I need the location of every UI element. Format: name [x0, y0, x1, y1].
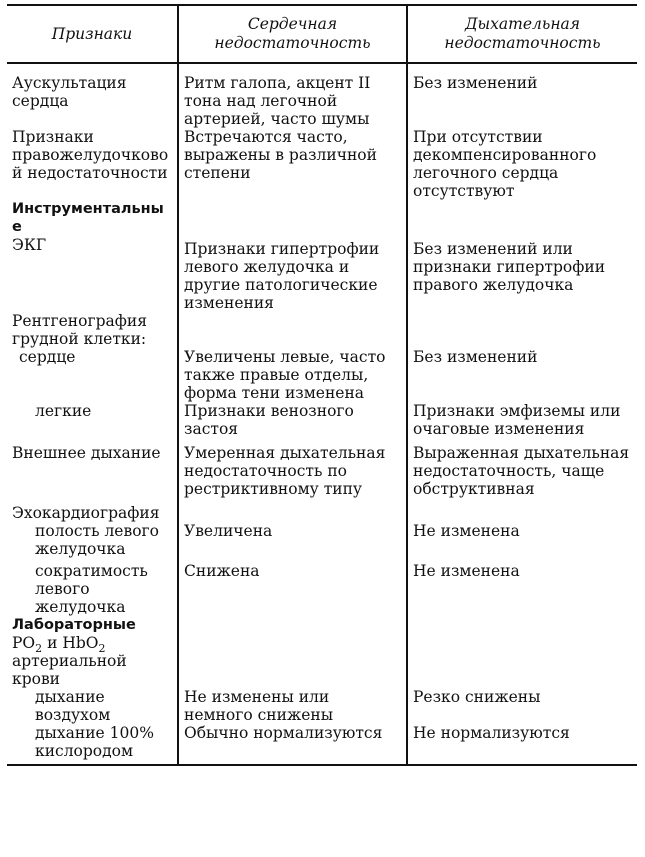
sign-blood-gases	[7, 634, 178, 688]
resp-air-breathing: Резко снижены	[407, 688, 637, 724]
heart-air-breathing: Не изменены или немного снижены	[178, 688, 407, 724]
heart-echo-contractility: Снижена	[178, 558, 407, 616]
table-row	[7, 688, 637, 724]
blood-gases-rest: артериальной крови	[12, 652, 127, 688]
table-row	[7, 63, 637, 128]
table-row	[7, 522, 637, 558]
header-signs: Признаки	[51, 24, 133, 43]
table-row	[7, 724, 637, 765]
table-row	[7, 312, 637, 348]
section-instrumental: Инструментальные	[12, 201, 164, 235]
resp-auscultation: Без изменений	[407, 63, 637, 128]
heart-ecg: Признаки гипертрофии левого желудочка и другие патологические изменения	[178, 236, 407, 312]
comparison-table	[7, 4, 637, 766]
table-row	[7, 634, 637, 688]
header-heart-line2: недостаточность	[214, 34, 371, 52]
table-row	[7, 438, 637, 498]
heart-xray-heart: Увеличены левые, часто также правые отделы, форма тени изменена	[178, 348, 407, 402]
sign-breathing: Внешнее дыхание	[12, 444, 161, 462]
po2-label: PO	[12, 634, 36, 652]
table-row	[7, 616, 637, 634]
hbo2-sub: 2	[98, 642, 106, 656]
resp-echo-contractility: Не изменена	[407, 558, 637, 616]
header-heart-line1: Сердечная	[247, 15, 338, 33]
sign-xray-lungs: легкие	[35, 402, 92, 420]
heart-xray-lungs: Признаки венозного застоя	[178, 402, 407, 438]
sign-ecg: ЭКГ	[12, 236, 47, 254]
header-resp-line1: Дыхательная	[464, 15, 581, 33]
table-row	[7, 498, 637, 522]
heart-right-ventricular: Встречаются часто, выражены в различной степени	[178, 128, 407, 200]
po2-sub: 2	[35, 642, 43, 656]
table-row	[7, 200, 637, 236]
resp-right-ventricular: При отсутствии декомпенсированного легочного сердца отсутствуют	[407, 128, 637, 200]
table-row	[7, 348, 637, 402]
sign-air-breathing: дыхание воздухом	[35, 688, 111, 724]
table-row	[7, 128, 637, 200]
resp-ecg: Без изменений или признаки гипертрофии правого желудочка	[407, 236, 637, 312]
resp-echo-cavity: Не изменена	[407, 522, 637, 558]
sign-echo-cavity: полость левого желудочка	[35, 522, 159, 558]
hbo2-label: и HbO	[42, 634, 99, 652]
table-header	[7, 5, 637, 63]
sign-xray: Рентгенография грудной клетки:	[12, 312, 147, 348]
section-laboratory: Лабораторные	[12, 617, 136, 633]
header-heart-failure	[178, 5, 407, 63]
resp-xray-lungs: Признаки эмфиземы или очаговые изменения	[407, 402, 637, 438]
heart-auscultation: Ритм галопа, акцент II тона над легочной артерией, часто шумы	[178, 63, 407, 128]
sign-right-ventricular: Признаки правожелудочковой недостаточности	[12, 128, 169, 182]
heart-oxygen-breathing: Обычно нормализуются	[178, 724, 407, 765]
resp-oxygen-breathing: Не нормализуются	[407, 724, 637, 765]
heart-breathing: Умеренная дыхательная недостаточность по рестриктивному типу	[178, 438, 407, 498]
resp-breathing: Выраженная дыхательная недостаточность, чаще обструктивная	[407, 438, 637, 498]
table-row	[7, 402, 637, 438]
sign-xray-heart: сердце	[19, 348, 76, 366]
table-row	[7, 236, 637, 312]
resp-xray-heart: Без изменений	[407, 348, 637, 402]
sign-echo-contractility: сократимость левого желудочка	[35, 562, 148, 616]
table-row	[7, 558, 637, 616]
header-resp-line2: недостаточность	[444, 34, 601, 52]
sign-echo: Эхокардиография	[12, 504, 160, 522]
sign-oxygen-breathing: дыхание 100% кислородом	[35, 724, 154, 760]
header-resp-failure	[407, 5, 637, 63]
sign-auscultation: Аускультация сердца	[12, 74, 127, 110]
heart-echo-cavity: Увеличена	[178, 522, 407, 558]
